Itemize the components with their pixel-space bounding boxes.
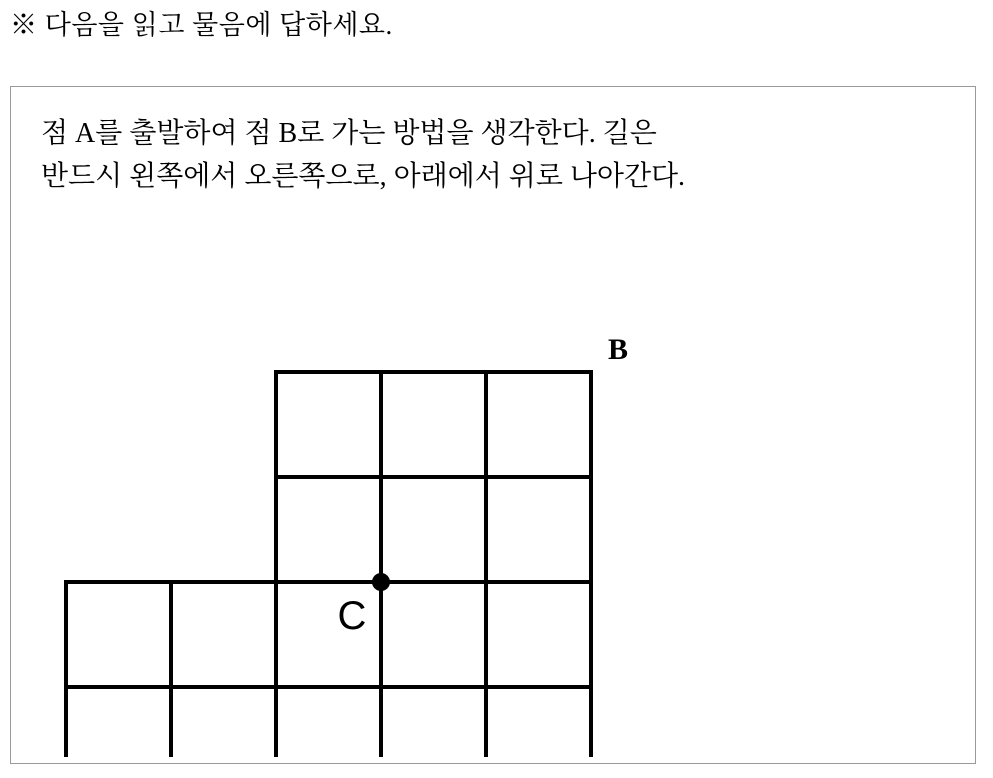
stem-line-2: 반드시 왼쪽에서 오른쪽으로, 아래에서 위로 나아간다.: [41, 161, 686, 193]
lattice-figure: [11, 247, 975, 757]
question-box: [10, 86, 976, 764]
label-c: C: [337, 594, 367, 638]
question-stem: [41, 112, 946, 199]
point-c-dot: [372, 573, 390, 591]
lattice-svg: [11, 247, 975, 757]
lattice-lines: [66, 372, 591, 757]
label-b: B: [608, 333, 629, 366]
instruction-text: ※ 다음을 읽고 물음에 답하세요.: [10, 10, 393, 40]
stem-line-1: 점 A를 출발하여 점 B로 가는 방법을 생각한다. 길은: [41, 118, 657, 149]
